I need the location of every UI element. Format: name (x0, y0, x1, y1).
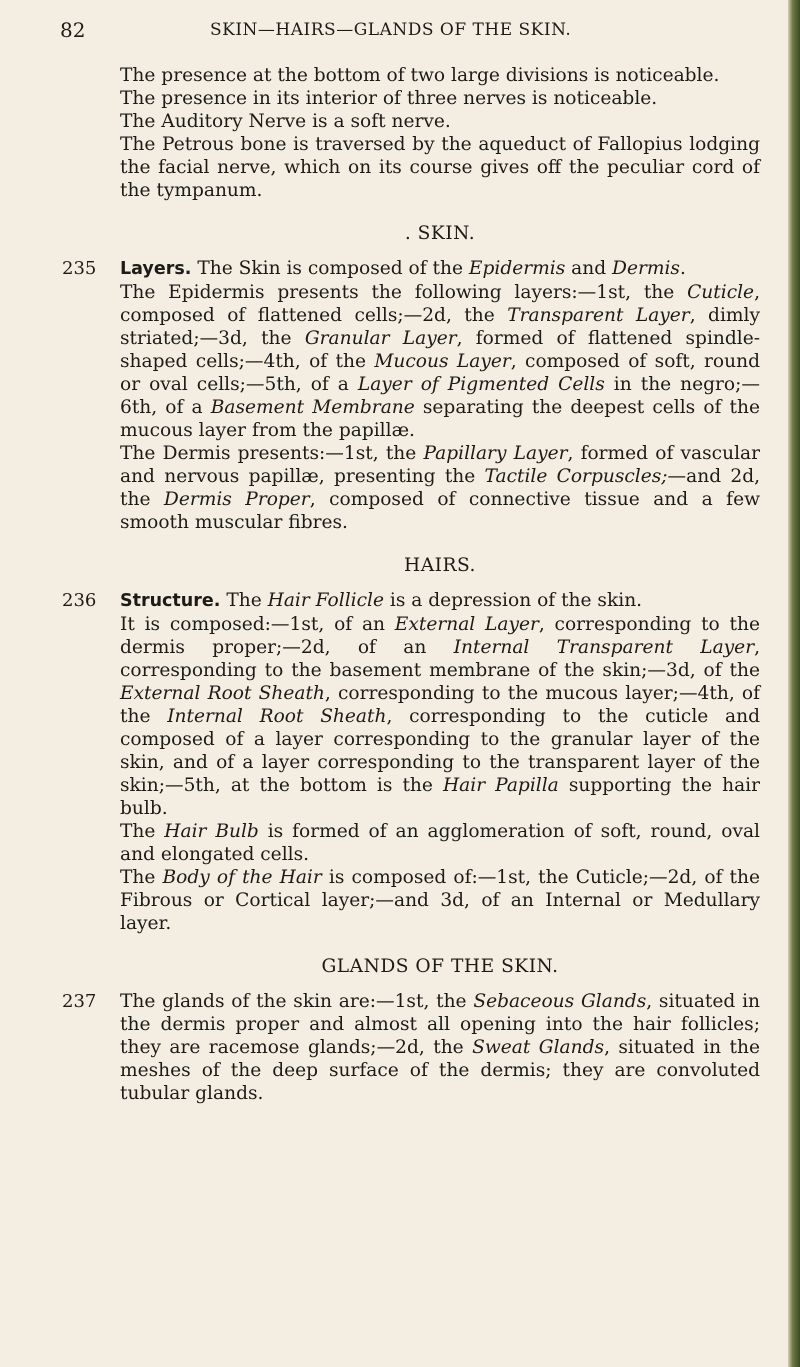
hairs-p4: The Body of the Hair is composed of:—1st, the Cuticle;—2d, of the Fibrous or Cortical layer;—and 3d, of an Internal or Medullary layer. (120, 867, 760, 934)
paragraph-237 (62, 990, 761, 1105)
section-heading-glands: GLANDS OF THE SKIN. (321, 956, 559, 977)
hairs-p3: The Hair Bulb is formed of an agglomeration of soft, round, oval and elongated cells. (120, 821, 760, 865)
running-title: SKIN—HAIRS—GLANDS OF THE SKIN. (210, 20, 572, 40)
intro-line-4: The Petrous bone is traversed by the aqueduct of Fallopius lodging the facial nerve, which on its course gives off the peculiar cord of the tympanum. (120, 134, 760, 201)
skin-p3: The Dermis presents:—1st, the Papillary Layer, formed of vascular and nervous papillæ, presenting the Tactile Corpuscles;—and 2d, the Dermis Proper, composed of connective tissue and a few smooth muscular fibres. (120, 443, 761, 533)
page-body (62, 64, 761, 1105)
page-number: 82 (60, 18, 86, 42)
hairs-p2: It is composed:—1st, of an External Layer, corresponding to the dermis proper;—2d, of an Internal Transparent Layer, corresponding to the basement membrane of the skin;—3d, of the External Root Sheath, corresponding to the mucous layer;—4th, of the Internal Root Sheath, corresponding to the cuticle and composed of a layer corresponding to the granular layer of the skin, and of a layer corresponding to the transparent layer of the skin;—5th, at the bottom is the Hair Papilla supporting the hair bulb. (120, 614, 760, 819)
paragraph-number: 237 (62, 991, 97, 1012)
intro-line-2: The presence in its interior of three nerves is noticeable. (120, 88, 658, 109)
paragraph-lead: Structure. (120, 591, 221, 611)
hairs-p1: Structure. The Hair Follicle is a depression of the skin. (120, 590, 643, 611)
page-header (60, 18, 760, 46)
skin-p2: The Epidermis presents the following layers:—1st, the Cuticle, composed of flattened cells;—2d, the Transparent Layer, dimly striated;—3d, the Granular Layer, formed of flattened spindle-shaped cells;—4th, of the Mucous Layer, composed of soft, round or oval cells;—5th, of a Layer of Pigmented Cells in the negro;—6th, of a Basement Membrane separating the deepest cells of the mucous layer from the papillæ. (120, 282, 760, 441)
skin-p1: Layers. The Skin is composed of the Epidermis and Dermis. (120, 258, 686, 279)
glands-p1: The glands of the skin are:—1st, the Sebaceous Glands, situated in the dermis proper and almost all opening into the hair follicles; they are racemose glands;—2d, the Sweat Glands, situated in the meshes of the deep surface of the dermis; they are convoluted tubular glands. (120, 991, 761, 1104)
section-heading-skin: . SKIN. (404, 223, 476, 244)
paragraph-number: 236 (62, 590, 97, 611)
paragraph-235 (62, 257, 760, 281)
paragraph-number: 235 (62, 258, 97, 279)
intro-line-1: The presence at the bottom of two large divisions is noticeable. (120, 65, 720, 86)
section-heading-hairs: HAIRS. (404, 555, 476, 576)
paragraph-236 (62, 589, 760, 613)
page-edge-binding (788, 0, 800, 1367)
paragraph-lead: Layers. (120, 259, 192, 279)
intro-line-3: The Auditory Nerve is a soft nerve. (120, 111, 451, 132)
